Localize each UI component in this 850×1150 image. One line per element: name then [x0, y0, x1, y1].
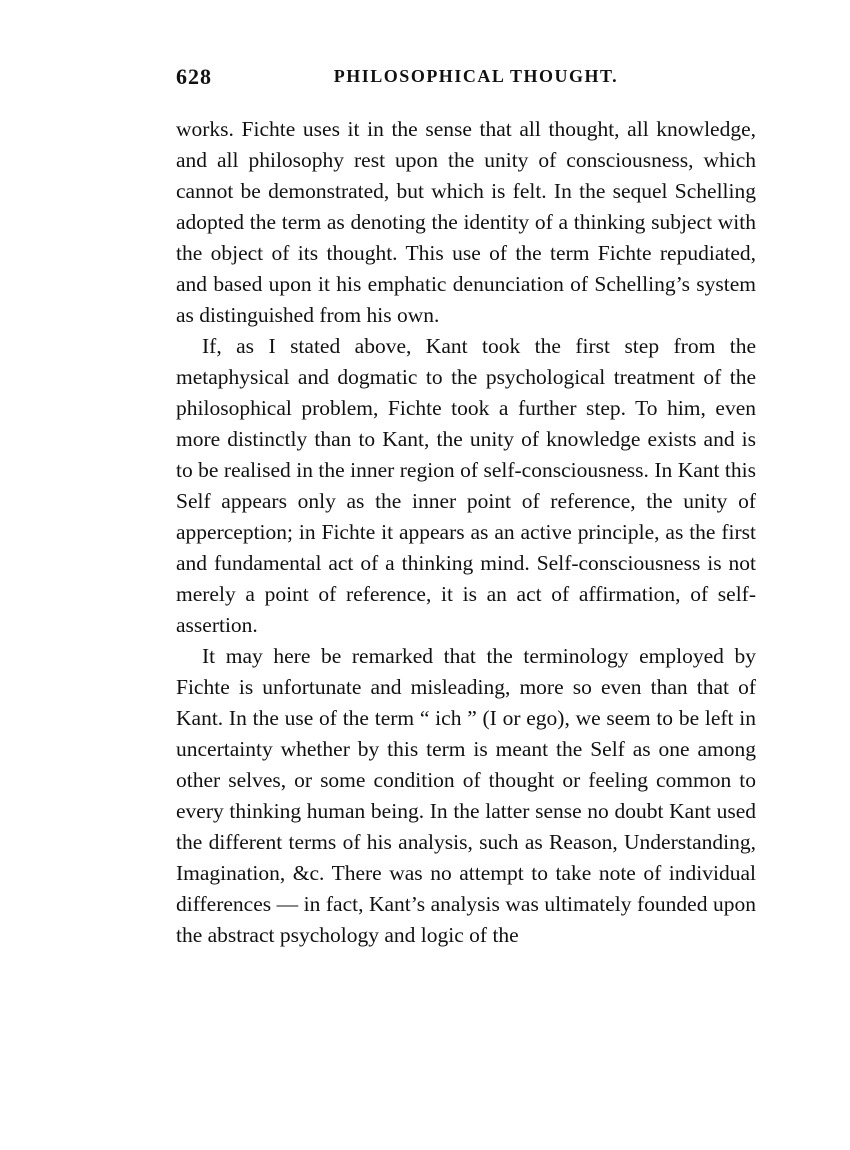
- body-text: [176, 114, 756, 951]
- running-title: PHILOSOPHICAL THOUGHT.: [333, 66, 619, 86]
- page-number: 628: [176, 64, 212, 89]
- paragraph-1: works. Fichte uses it in the sense that all thought, all knowledge, and all philosophy rest upon the unity of consciousness, which cannot be demonstrated, but which is felt. In the sequel Schelling adopted the term as denoting the identity of a thinking subject with the object of its thought. This use of the term Fichte repudiated, and based upon it his emphatic denunciation of Schelling’s system as distinguished from his own.: [176, 117, 756, 327]
- paragraph-3: It may here be remarked that the terminology employed by Fichte is unfortunate and misleading, more so even than that of Kant. In the use of the term “ ich ” (I or ego), we seem to be left in uncertainty whether by this term is meant the Self as one among other selves, or some condition of thought or feeling common to every thinking human being. In the latter sense no doubt Kant used the different terms of his analysis, such as Reason, Understanding, Imagination, &c. There was no attempt to take note of individual differences — in fact, Kant’s analysis was ultimately founded upon the abstract psychology and logic of the: [176, 644, 756, 947]
- running-head: [176, 64, 756, 88]
- paragraph-2: If, as I stated above, Kant took the first step from the metaphysical and dogmatic to the psychological treatment of the philosophical problem, Fichte took a further step. To him, even more distinctly than to Kant, the unity of knowledge exists and is to be realised in the inner region of self-consciousness. In Kant this Self appears only as the inner point of reference, the unity of apperception; in Fichte it appears as an active principle, as the first and fundamental act of a thinking mind. Self-consciousness is not merely a point of reference, it is an act of affirmation, of self-assertion.: [176, 334, 756, 637]
